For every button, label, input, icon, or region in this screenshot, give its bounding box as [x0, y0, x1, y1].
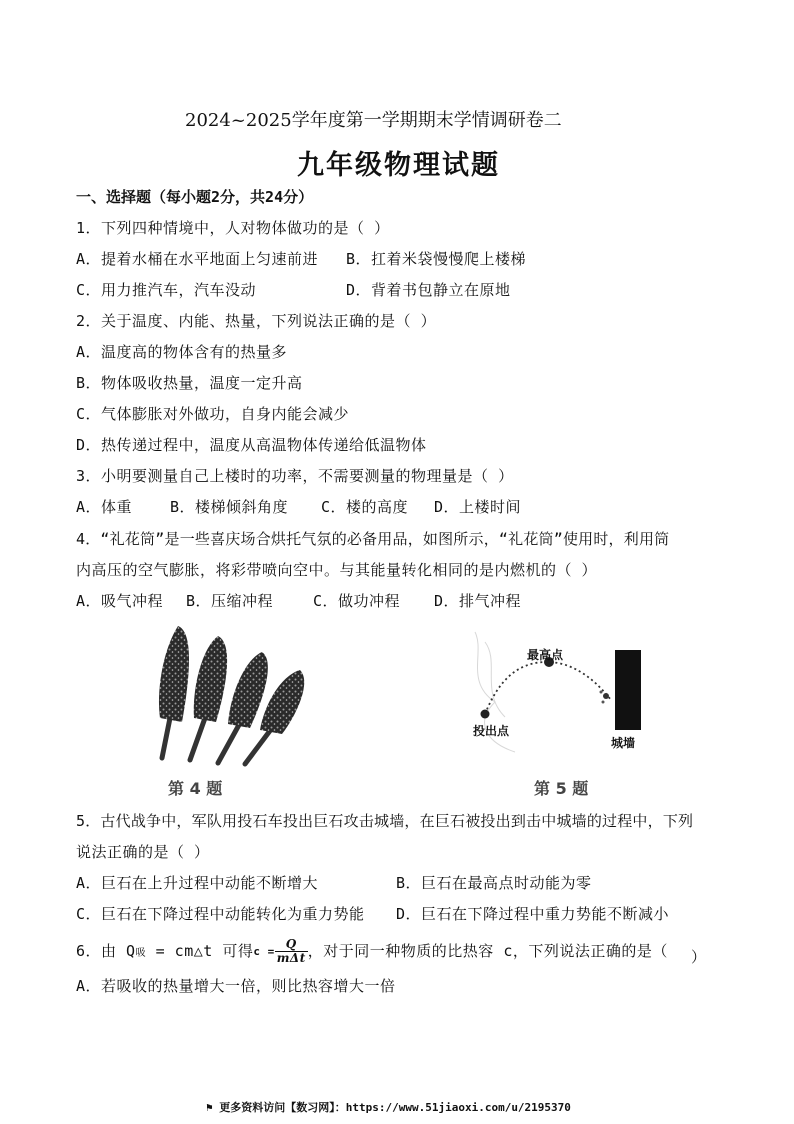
figure-4-caption: 第 4 题 [168, 779, 223, 798]
formula-denominator: mΔt [276, 951, 306, 965]
question-4-option-a: A．吸气冲程 [76, 592, 164, 610]
question-4-option-d: D．排气冲程 [434, 592, 522, 610]
question-4-option-c: C．做功冲程 [313, 592, 401, 610]
label-launch-point: 投出点 [473, 724, 510, 738]
exam-title: 九年级物理试题 [297, 150, 500, 181]
question-6-stem-close: ） [691, 948, 707, 966]
question-6-stem-sub: 吸 [135, 948, 147, 959]
footer-link[interactable] [206, 1099, 571, 1115]
section-heading: 一、选择题（每小题2分，共24分） [76, 188, 314, 206]
footer-text: 更多资料访问【数习网】：https://www.51jiaoxi.com/u/2195370 [219, 1101, 571, 1114]
question-2-option-a: A．温度高的物体含有的热量多 [76, 343, 288, 361]
question-2-option-c: C．气体膨胀对外做功，自身内能会减少 [76, 405, 350, 423]
question-1-option-d: D．背着书包静立在原地 [346, 281, 511, 299]
question-3-option-d: D．上楼时间 [434, 498, 522, 516]
question-6-stem-post: ，对于同一种物质的比热容 c，下列说法正确的是（ [307, 942, 668, 960]
question-3-option-b: B．楼梯倾斜角度 [170, 498, 289, 516]
question-5-option-a: A．巨石在上升过程中动能不断增大 [76, 874, 319, 892]
formula-lhs: c = [253, 945, 275, 958]
question-4-option-b: B．压缩冲程 [186, 592, 274, 610]
question-4-stem-line2: 内高压的空气膨胀，将彩带喷向空中。与其能量转化相同的是内燃机的（ ） [76, 561, 598, 579]
launch-point-marker [481, 710, 490, 719]
question-3-option-c: C．楼的高度 [321, 498, 409, 516]
question-4-stem-line1: 4．“礼花筒”是一些喜庆场合烘托气氛的必备用品，如图所示，“礼花筒”使用时，利用筒 [76, 530, 670, 548]
city-wall [615, 650, 641, 730]
question-1-option-c: C．用力推汽车，汽车没动 [76, 281, 257, 299]
figure-5-trajectory-diagram [455, 622, 665, 762]
question-5-option-b: B．巨石在最高点时动能为零 [396, 874, 592, 892]
question-2-option-d: D．热传递过程中，温度从高温物体传递给低温物体 [76, 436, 427, 454]
flag-icon: ⚑ [206, 1101, 213, 1114]
figure-4-party-poppers [150, 618, 320, 768]
question-1-stem: 1．下列四种情境中，人对物体做功的是（ ） [76, 219, 390, 237]
question-2-option-b: B．物体吸收热量，温度一定升高 [76, 374, 303, 392]
exam-subtitle: 2024~2025学年度第一学期期末学情调研卷二 [185, 110, 562, 131]
question-1-option-a: A．提着水桶在水平地面上匀速前进 [76, 250, 319, 268]
question-6-stem [76, 938, 668, 965]
question-5-stem-line1: 5．古代战争中，军队用投石车投出巨石攻击城墙，在巨石被投出到击中城墙的过程中，下列 [76, 812, 694, 830]
question-3-option-a: A．体重 [76, 498, 133, 516]
question-2-stem: 2．关于温度、内能、热量，下列说法正确的是（ ） [76, 312, 437, 330]
question-6-option-a: A．若吸收的热量增大一倍，则比热容增大一倍 [76, 977, 396, 995]
question-3-stem: 3．小明要测量自己上楼时的功率，不需要测量的物理量是（ ） [76, 467, 514, 485]
party-popper-illustration [150, 618, 320, 768]
question-6-stem-mid: = cm△t 可得 [146, 942, 254, 960]
specific-heat-formula [275, 938, 308, 965]
formula-numerator: Q [275, 938, 308, 952]
label-city-wall: 城墙 [611, 736, 636, 750]
figure-5-caption: 第 5 题 [534, 779, 589, 798]
question-1-option-b: B．扛着米袋慢慢爬上楼梯 [346, 250, 527, 268]
trajectory-path [485, 662, 611, 714]
question-5-option-d: D．巨石在下降过程中重力势能不断减小 [396, 905, 670, 923]
label-highest-point: 最高点 [527, 648, 564, 662]
question-6-stem-pre: 6．由 Q [76, 942, 136, 960]
question-5-stem-line2: 说法正确的是（ ） [76, 843, 210, 861]
question-5-option-c: C．巨石在下降过程中动能转化为重力势能 [76, 905, 365, 923]
